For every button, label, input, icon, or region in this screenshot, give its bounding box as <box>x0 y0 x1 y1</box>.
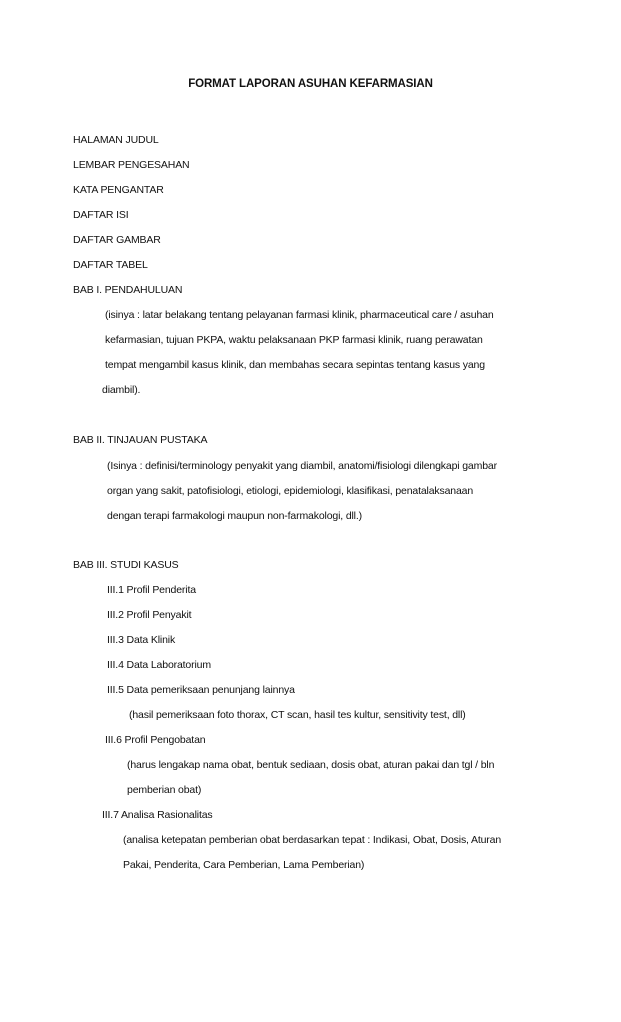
bab1-description-line: diambil). <box>102 384 141 396</box>
document-title: FORMAT LAPORAN ASUHAN KEFARMASIAN <box>188 78 433 90</box>
bab3-item: III.2 Profil Penyakit <box>107 609 192 621</box>
front-matter-item: LEMBAR PENGESAHAN <box>73 159 190 171</box>
bab3-heading: BAB III. STUDI KASUS <box>73 559 179 571</box>
bab3-item: III.1 Profil Penderita <box>107 584 196 596</box>
bab3-item: III.4 Data Laboratorium <box>107 659 211 671</box>
bab3-item: III.3 Data Klinik <box>107 634 176 646</box>
bab3-item7-note-line: Pakai, Penderita, Cara Pemberian, Lama Pemberian) <box>123 859 365 871</box>
bab2-description-line: organ yang sakit, patofisiologi, etiologi, epidemiologi, klasifikasi, penatalaksanaan <box>107 485 474 497</box>
bab2-heading: BAB II. TINJAUAN PUSTAKA <box>73 434 208 446</box>
front-matter-item: DAFTAR GAMBAR <box>73 234 161 246</box>
bab3-item: III.5 Data pemeriksaan penunjang lainnya <box>107 684 295 696</box>
bab3-item6-note-line: pemberian obat) <box>127 784 202 796</box>
bab1-description-line: tempat mengambil kasus klinik, dan membahas secara sepintas tentang kasus yang <box>105 359 485 371</box>
front-matter-item: HALAMAN JUDUL <box>73 134 159 146</box>
bab2-description-line: dengan terapi farmakologi maupun non-farmakologi, dll.) <box>107 510 362 522</box>
front-matter-item: DAFTAR TABEL <box>73 259 148 271</box>
bab1-description-line: kefarmasian, tujuan PKPA, waktu pelaksanaan PKP farmasi klinik, ruang perawatan <box>105 334 483 346</box>
bab3-item: III.7 Analisa Rasionalitas <box>102 809 213 821</box>
bab3-item5-note: (hasil pemeriksaan foto thorax, CT scan, hasil tes kultur, sensitivity test, dll) <box>129 709 466 721</box>
bab3-item7-note-line: (analisa ketepatan pemberian obat berdasarkan tepat : Indikasi, Obat, Dosis, Aturan <box>123 834 502 846</box>
front-matter-item: KATA PENGANTAR <box>73 184 164 196</box>
bab1-heading: BAB I. PENDAHULUAN <box>73 284 183 296</box>
front-matter-item: DAFTAR ISI <box>73 209 129 221</box>
bab3-item6-note-line: (harus lengakap nama obat, bentuk sediaan, dosis obat, aturan pakai dan tgl / bln <box>127 759 495 771</box>
bab3-item: III.6 Profil Pengobatan <box>105 734 206 746</box>
bab1-description-line: (isinya : latar belakang tentang pelayanan farmasi klinik, pharmaceutical care / asuhan <box>105 309 494 321</box>
bab2-description-line: (Isinya : definisi/terminology penyakit yang diambil, anatomi/fisiologi dilengkapi gambar <box>107 460 497 472</box>
